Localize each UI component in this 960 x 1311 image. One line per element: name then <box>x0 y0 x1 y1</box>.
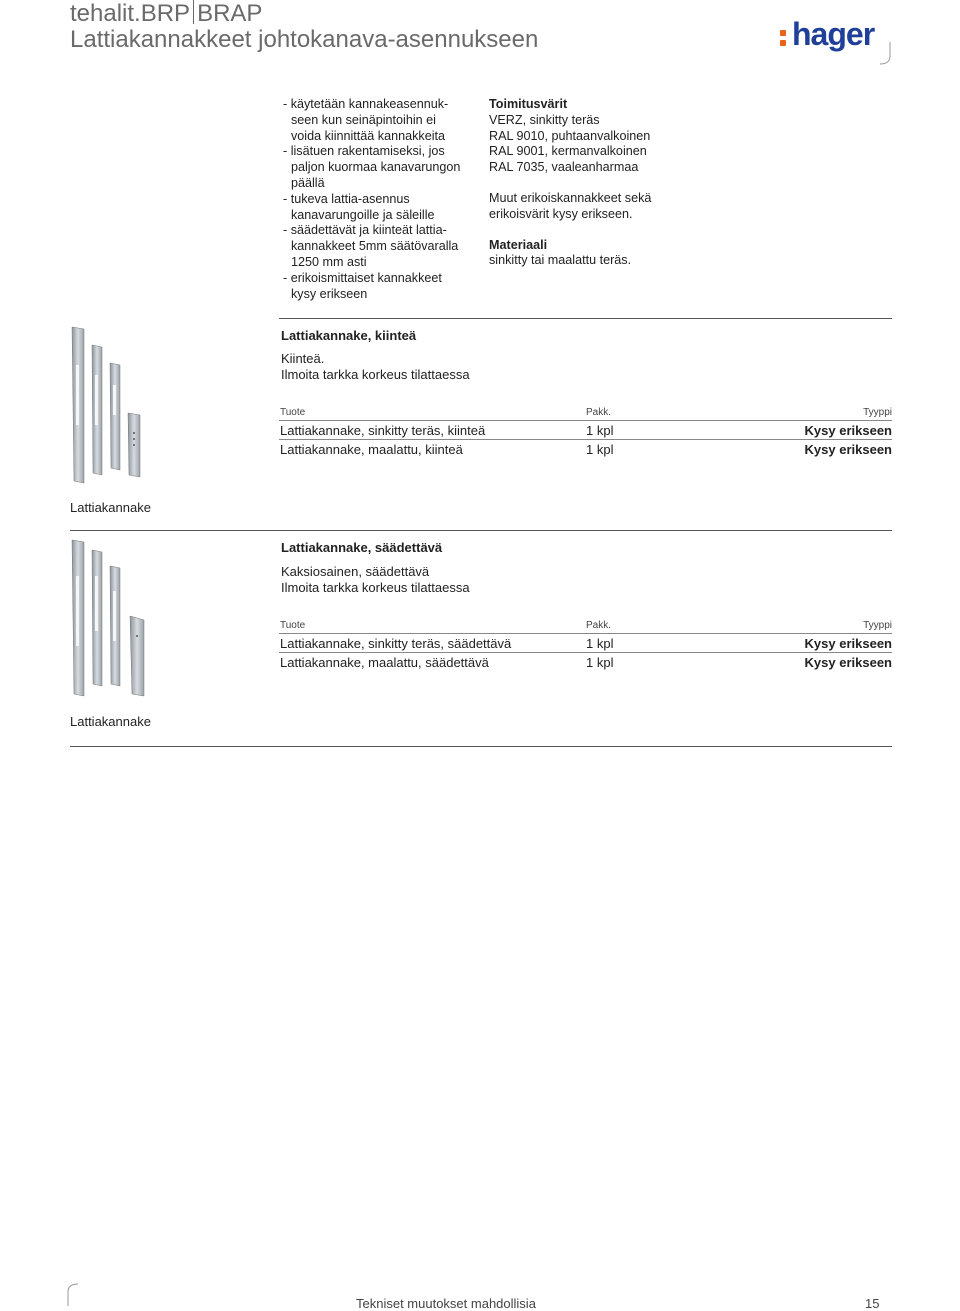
feature-line: - käytetään kannakeasennuk- <box>283 97 449 111</box>
table-cell-product: Lattiakannake, sinkitty teräs, kiinteä <box>280 423 486 438</box>
table-header-type: Tyyppi <box>863 407 892 418</box>
section-description <box>281 351 470 383</box>
table-rule <box>279 420 892 421</box>
table-cell-pack: 1 kpl <box>586 636 614 651</box>
adjustable-bracket-image <box>66 536 161 701</box>
table-cell-pack: 1 kpl <box>586 655 614 670</box>
table-header-product: Tuote <box>280 407 306 418</box>
delivery-info <box>489 97 749 269</box>
fixed-bracket-image <box>66 325 156 485</box>
hager-logo <box>778 18 878 58</box>
section-divider <box>70 746 892 747</box>
color-item: RAL 7035, vaaleanharmaa <box>489 160 639 175</box>
footer-note: Tekniset muutokset mahdollisia <box>356 1296 536 1311</box>
description-line: Ilmoita tarkka korkeus tilattaessa <box>281 580 470 595</box>
feature-line: päällä <box>291 175 325 190</box>
table-cell-product: Lattiakannake, maalattu, säädettävä <box>280 655 489 670</box>
table-rule <box>279 439 892 440</box>
logo-text: hager <box>792 16 875 52</box>
material-heading: Materiaali <box>489 237 548 252</box>
feature-line: kannakkeet 5mm säätövaralla <box>291 239 459 254</box>
description-line: Ilmoita tarkka korkeus tilattaessa <box>281 367 470 382</box>
brand-prefix: tehalit. <box>70 0 141 27</box>
feature-line: voida kiinnittää kannakkeita <box>291 128 446 143</box>
section-description <box>281 564 470 596</box>
table-header-product: Tuote <box>280 620 306 631</box>
feature-line: kysy erikseen <box>291 286 368 301</box>
special-note: Muut erikoiskannakkeet sekä <box>489 190 652 205</box>
table-cell-pack: 1 kpl <box>586 442 614 457</box>
description-line: Kaksiosainen, säädettävä <box>281 564 430 579</box>
feature-line: 1250 mm asti <box>291 254 367 269</box>
brand-separator <box>193 0 194 24</box>
page-title: Lattiakannakkeet johtokanava-asennukseen <box>70 26 539 53</box>
image-caption: Lattiakannake <box>70 714 151 729</box>
table-cell-product: Lattiakannake, sinkitty teräs, säädettävä <box>280 636 512 651</box>
material-text: sinkitty tai maalattu teräs. <box>489 253 632 268</box>
feature-line: - erikoismittaiset kannakkeet <box>283 270 442 285</box>
color-item: VERZ, sinkitty teräs <box>489 112 600 127</box>
feature-line: seen kun seinäpintoihin ei <box>291 112 436 127</box>
feature-line: paljon kuormaa kanavarungon <box>291 160 461 175</box>
colors-heading: Toimitusvärit <box>489 97 568 111</box>
table-header-pack: Pakk. <box>586 407 612 418</box>
special-note: erikoisvärit kysy erikseen. <box>489 206 633 221</box>
image-caption: Lattiakannake <box>70 500 151 515</box>
table-header-type: Tyyppi <box>863 620 892 631</box>
section-title: Lattiakannake, kiinteä <box>281 328 417 343</box>
description-line: Kiinteä. <box>281 351 325 366</box>
feature-line: - säädettävät ja kiinteät lattia- <box>283 223 447 238</box>
table-cell-product: Lattiakannake, maalattu, kiinteä <box>280 442 463 457</box>
color-item: RAL 9010, puhtaanvalkoinen <box>489 128 651 143</box>
table-rule <box>279 633 892 634</box>
table-cell-pack: 1 kpl <box>586 423 614 438</box>
brand-a: BRP <box>140 0 191 27</box>
table-cell-type: Kysy erikseen <box>804 655 892 670</box>
table-cell-type: Kysy erikseen <box>804 636 892 651</box>
corner-mark-icon <box>876 42 892 66</box>
table-header-pack: Pakk. <box>586 620 612 631</box>
table-rule <box>279 652 892 653</box>
color-item: RAL 9001, kermanvalkoinen <box>489 144 647 159</box>
page-number: 15 <box>865 1296 880 1311</box>
corner-mark-icon <box>66 1282 82 1306</box>
section-divider <box>70 530 892 531</box>
feature-line: kanavarungoille ja säleille <box>291 207 435 222</box>
section-divider <box>279 318 892 319</box>
table-cell-type: Kysy erikseen <box>804 442 892 457</box>
brand-b: BRAP <box>197 0 263 27</box>
brand-title <box>70 0 262 28</box>
table-cell-type: Kysy erikseen <box>804 423 892 438</box>
logo-dots-icon <box>780 30 788 50</box>
feature-line: - tukeva lattia-asennus <box>283 191 410 206</box>
feature-line: - lisätuen rakentamiseksi, jos <box>283 144 445 159</box>
feature-list <box>283 97 483 302</box>
section-title: Lattiakannake, säädettävä <box>281 540 443 555</box>
